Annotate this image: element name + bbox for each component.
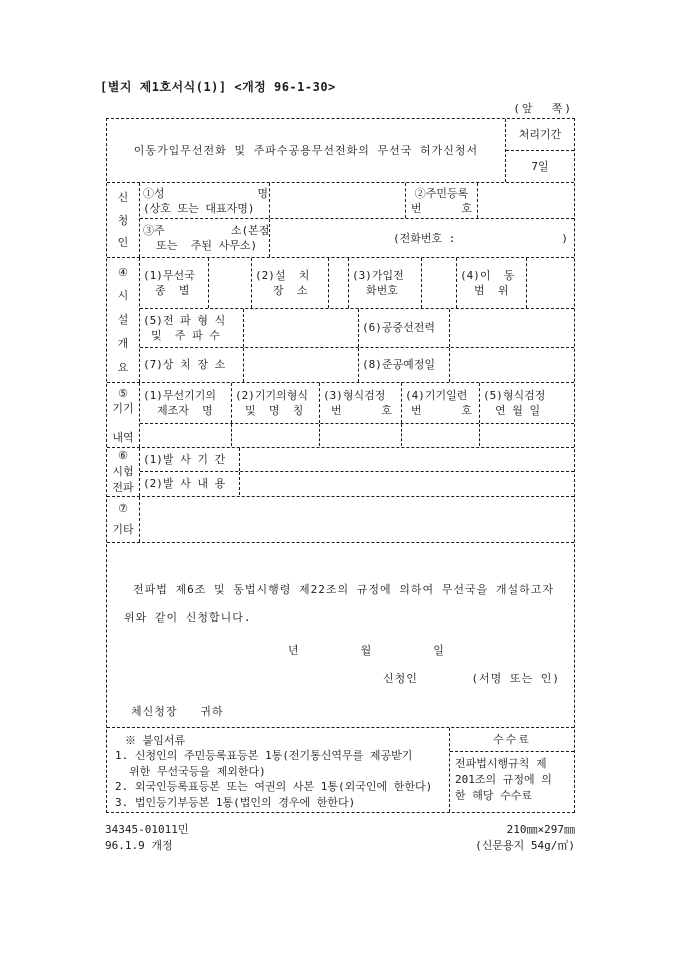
attachment-item-2: 2. 외국인등록표등본 또는 여권의 사본 1통(외국인에 한한다): [115, 780, 433, 793]
type-approval-number-header: [320, 383, 402, 423]
paper-size: 210㎜×297㎜: [506, 823, 575, 836]
processing-period-column: [506, 119, 574, 182]
section-facility-overview: [107, 258, 574, 384]
install-place-field: [329, 258, 349, 308]
equipment-body: [140, 383, 574, 447]
applicant-row-name: [140, 183, 574, 220]
attachments-list: [107, 728, 450, 813]
emission-content-text: (2)발 사 내 용: [143, 477, 226, 491]
facility-row3: [140, 348, 574, 382]
fee-column: [450, 728, 574, 813]
model-name-line1: (2)기기의형식: [235, 389, 308, 403]
address-value-field: [270, 219, 574, 256]
processing-period-label: 처리기간: [506, 119, 574, 151]
emission-period-row: [140, 448, 574, 472]
resident-number-label: [406, 183, 478, 219]
attachment-item-1-cont: 위한 무선국등을 제외한다): [129, 764, 266, 778]
etc-label-char: 기타: [112, 522, 134, 536]
completion-date-label: [359, 348, 450, 382]
station-class-line1: (1)무선국: [143, 268, 195, 282]
phone-number-note: (전화번호 : ): [393, 231, 568, 245]
facility-label-char: 설: [117, 312, 129, 326]
etc-field: [140, 497, 574, 542]
test-wave-label-char: 시험: [112, 464, 134, 478]
mobility-range-field: [527, 258, 574, 308]
application-form: [106, 118, 575, 813]
mobility-range-label: [457, 258, 527, 308]
maker-name-line2: 제조자 명: [157, 404, 213, 418]
subscriber-phone-label: [349, 258, 422, 308]
mobility-range-line1: (4)이 동: [460, 268, 515, 282]
permanent-place-text: (7)상 치 장 소: [143, 358, 226, 372]
model-name-header: [232, 383, 320, 423]
install-place-line1: (2)설 치: [255, 268, 310, 282]
facility-label-char: 요: [117, 360, 129, 374]
section-equipment-details: [107, 383, 574, 448]
serial-number-field: [402, 424, 480, 446]
test-wave-section-label: [107, 448, 140, 496]
revision-date: 96.1.9 개정: [105, 839, 173, 852]
emission-period-field: [240, 448, 574, 471]
wave-type-frequency-field: [244, 309, 359, 347]
processing-period-value: 7일: [531, 160, 549, 174]
antenna-power-field: [450, 309, 574, 347]
fee-line2: 201조의 규정에 의: [455, 772, 552, 786]
wave-type-line2: 및 주 파 수: [151, 328, 220, 342]
test-wave-label-char: ⑥: [118, 448, 128, 462]
applicant-body: [140, 183, 574, 257]
equipment-value-row: [140, 424, 574, 446]
station-class-field: [209, 258, 252, 308]
fee-description: [450, 752, 574, 813]
recipient-line: 체신청장 귀하: [131, 705, 224, 719]
type-approval-number-line2: 번 호: [331, 404, 392, 418]
antenna-power-text: (6)공중선전력: [362, 321, 435, 335]
section-applicant: [107, 183, 574, 258]
equipment-label-char: ⑤: [118, 387, 128, 401]
etc-label-char: ⑦: [118, 502, 128, 516]
name-label: [140, 183, 270, 219]
test-wave-body: [140, 448, 574, 496]
facility-section-label: [107, 258, 140, 383]
subscriber-phone-field: [422, 258, 457, 308]
paper-spec: (신문용지 54g/㎡): [475, 839, 575, 852]
applicant-label-char: 신: [117, 191, 129, 205]
antenna-power-label: [359, 309, 450, 347]
equipment-label-char: 내역: [112, 431, 134, 445]
declaration-line2: 위와 같이 신청합니다.: [124, 611, 252, 625]
equipment-label-char: 기기: [112, 402, 134, 416]
serial-number-header: [402, 383, 480, 423]
maker-name-header: [140, 383, 232, 423]
subscriber-phone-line1: (3)가입전: [352, 268, 404, 282]
type-approval-date-header: [480, 383, 574, 423]
applicant-signature-label: 신청인: [383, 672, 418, 686]
wave-type-line1: (5)전 파 형 식: [143, 313, 226, 327]
equipment-header-row: [140, 383, 574, 424]
permanent-place-field: [244, 348, 359, 382]
station-class-line2: 종 별: [155, 283, 190, 297]
applicant-section-label: [107, 183, 140, 257]
emission-period-label: [140, 448, 240, 471]
form-title: 이동가입무선전화 및 주파수공용무선전화의 무선국 허가신청서: [107, 119, 506, 182]
resident-number-field: [478, 183, 574, 219]
model-name-line2: 및 명 칭: [245, 404, 304, 418]
name-label-line1: ①성 명: [143, 186, 268, 200]
attachments-header: ※ 붙임서류: [125, 733, 186, 747]
completion-date-text: (8)준공예정일: [362, 358, 435, 372]
facility-label-char: 시: [117, 288, 129, 302]
address-label-line2: 또는 주된 사무소): [143, 239, 258, 253]
model-name-field: [232, 424, 320, 446]
applicant-label-char: 청: [117, 213, 129, 227]
emission-content-row: [140, 472, 574, 495]
applicant-row-address: [140, 219, 574, 256]
fee-line1: 전파법시행규칙 제: [455, 756, 547, 770]
section-attachments: [107, 728, 574, 813]
facility-body: [140, 258, 574, 383]
emission-content-field: [240, 472, 574, 495]
footer-right: [475, 822, 575, 854]
completion-date-field: [450, 348, 574, 382]
station-class-label: [140, 258, 209, 308]
facility-label-char: 개: [117, 336, 129, 350]
type-approval-date-field: [480, 424, 574, 446]
maker-name-line1: (1)무선기기의: [143, 389, 216, 403]
subscriber-phone-line2: 화번호: [366, 283, 398, 297]
emission-period-text: (1)발 사 기 간: [143, 453, 226, 467]
serial-number-line2: 번 호: [411, 404, 472, 418]
equipment-section-label: [107, 383, 140, 447]
form-number: 34345-01011민: [105, 823, 189, 836]
footer-left: [105, 822, 188, 854]
name-label-line2: (상호 또는 대표자명): [143, 201, 255, 215]
attachment-item-1: 1. 신청인의 주민등록표등본 1통(전기통신역무를 제공받기: [115, 749, 413, 762]
page-side-note: (앞 쪽): [513, 102, 573, 115]
wave-type-frequency-label: [140, 309, 244, 347]
etc-section-label: [107, 497, 140, 542]
facility-row2: [140, 309, 574, 348]
type-approval-date-line2: 연 월 일: [495, 404, 541, 418]
applicant-label-char: 인: [117, 236, 129, 250]
install-place-line2: 장 소: [273, 283, 308, 297]
resident-number-label-line2: 번 호: [411, 201, 472, 215]
resident-number-label-line1: ②주민등록: [414, 186, 469, 200]
type-approval-number-line1: (3)형식검정: [323, 389, 386, 403]
attachment-item-3: 3. 법인등기부등본 1통(법인의 경우에 한한다): [115, 795, 356, 809]
address-label: [140, 219, 270, 256]
address-label-line1: ③주 소(본점: [143, 224, 270, 238]
facility-row1: [140, 258, 574, 309]
maker-name-field: [140, 424, 232, 446]
declaration-line1: 전파법 제6조 및 동법시행령 제22조의 규정에 의하여 무선국을 개설하고자: [133, 583, 554, 597]
facility-label-char: ④: [118, 265, 128, 279]
emission-content-label: [140, 472, 240, 495]
test-wave-label-char: 전파: [112, 481, 134, 495]
type-approval-number-field: [320, 424, 402, 446]
install-place-label: [252, 258, 329, 308]
section-declaration: [107, 543, 574, 727]
section-etc: [107, 497, 574, 543]
fee-line3: 한 해당 수수료: [455, 788, 533, 802]
type-approval-date-line1: (5)형식검정: [483, 389, 546, 403]
mobility-range-line2: 범 위: [474, 283, 509, 297]
name-value-field: [270, 183, 406, 219]
section-test-wave: [107, 448, 574, 497]
serial-number-line1: (4)기기일련: [405, 389, 468, 403]
permanent-place-label: [140, 348, 244, 382]
fee-label: 수수료: [450, 728, 574, 752]
section-title-row: [107, 119, 574, 183]
signature-or-seal-note: (서명 또는 인): [471, 672, 560, 686]
date-line: 년 월 일: [288, 644, 445, 658]
document-reference: [별지 제1호서식(1)] <개정 96-1-30>: [100, 80, 336, 94]
